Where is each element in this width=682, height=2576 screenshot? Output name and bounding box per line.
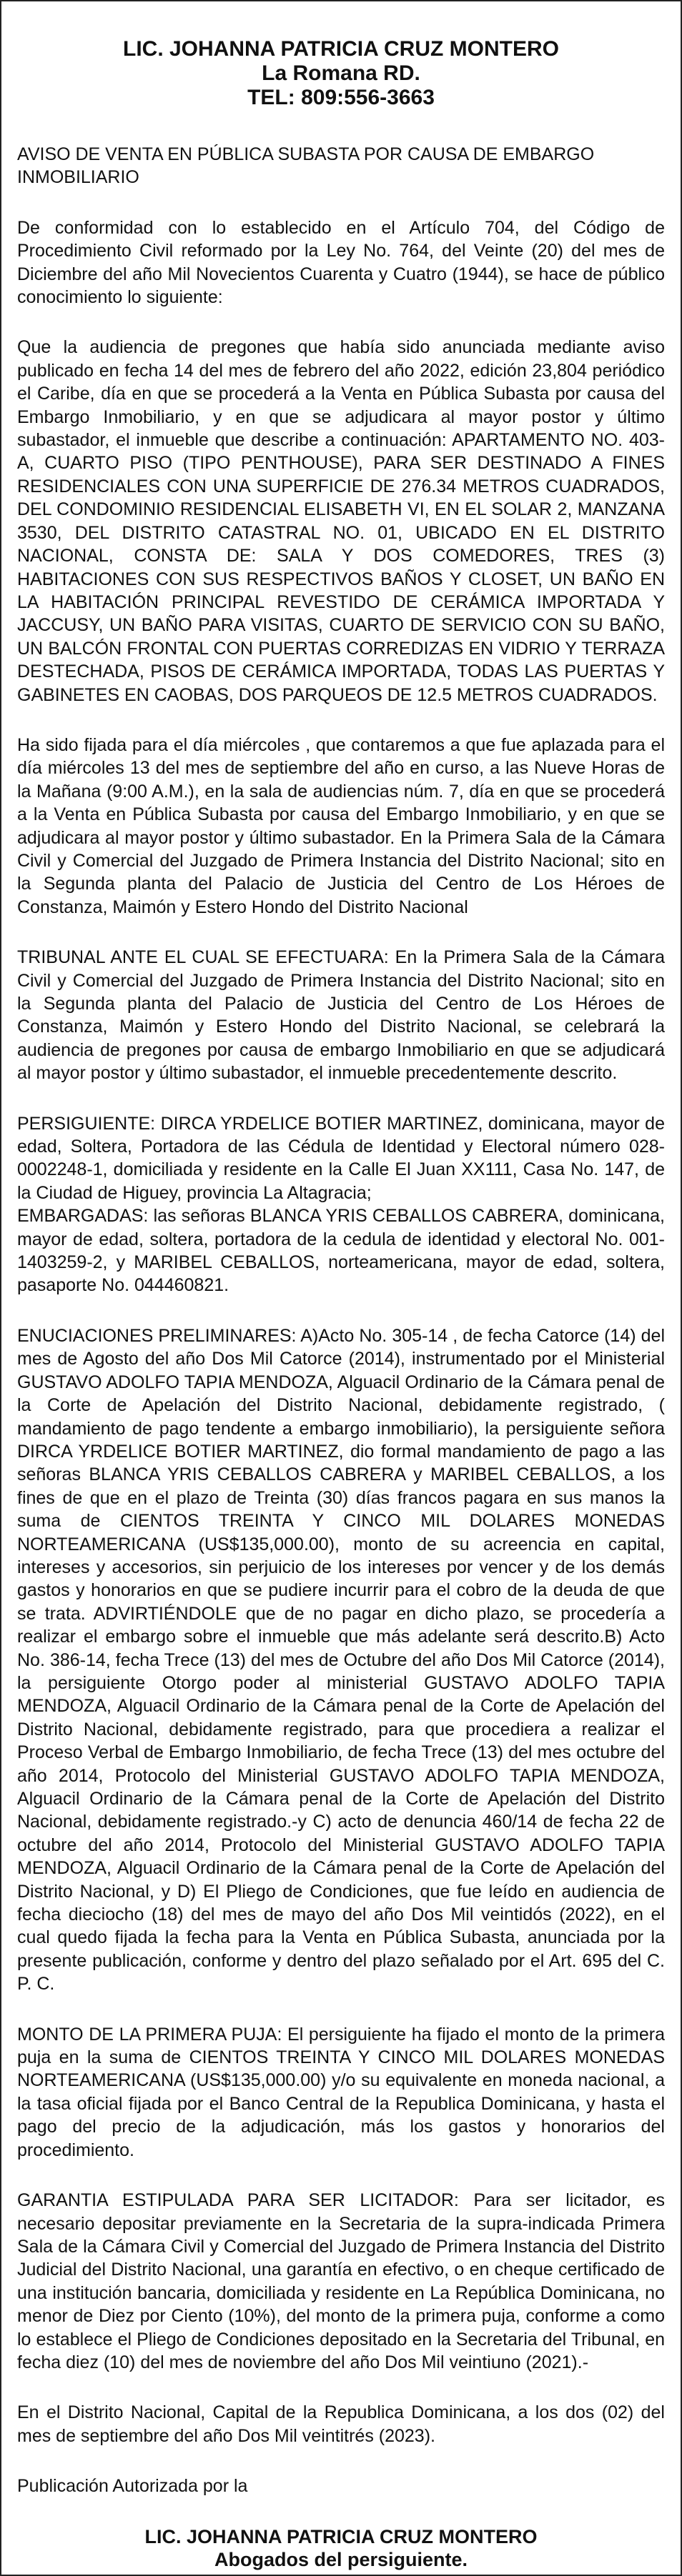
footer-role: Abogados del persiguiente. xyxy=(214,2548,468,2570)
auction-date-paragraph: Ha sido fijada para el día miércoles , que contaremos a que fue aplazada para el día miércoles 13 del mes de septiembre del año en curso, a las Nueve Horas de la Mañana (9:00 A.M.), en la sala de audiencias núm. 7, día en que se procederá a la Venta en Pública Subasta por causa del Embargo Inmobiliario, y en que se adjudicara al mayor postor y último subastador. En la Primera Sala de la Cámara Civil y Comercial del Juzgado de Primera Instancia del Distrito Nacional; sito en la Segunda planta del Palacio de Justicia del Centro de Los Héroes de Constanza, Maimón y Estero Hondo del Distrito Nacional xyxy=(17,734,665,917)
notice-title: AVISO DE VENTA EN PÚBLICA SUBASTA POR CAUSA DE EMBARGO INMOBILIARIO xyxy=(17,144,595,188)
authorization-line: Publicación Autorizada por la xyxy=(17,2476,248,2497)
lawyer-phone: TEL: 809:556-3663 xyxy=(247,86,435,109)
persiguiente-text: PERSIGUIENTE: DIRCA YRDELICE BOTIER MARTINEZ, dominicana, mayor de edad, Soltera, Portadora de las Cédula de Identidad y Electoral número 028-0002248-1, domiciliada y residente en la Calle El Juan XX111, Casa No. 147, de la Ciudad de Higuey, provincia La Altagracia; xyxy=(17,1113,665,1203)
closing-paragraph: En el Distrito Nacional, Capital de la Republica Dominicana, a los dos (02) del mes de septiembre del año Dos Mil veintitrés (2023). xyxy=(17,2402,665,2446)
tribunal-paragraph: TRIBUNAL ANTE EL CUAL SE EFECTUARA: En la Primera Sala de la Cámara Civil y Comercial del Juzgado de Primera Instancia del Distrito Nacional; sito en la Segunda planta del Palacio de Justicia del Centro de Los Héroes de Constanza, Maimón y Estero Hondo del Distrito Nacional, se celebrará la audiencia de pregones por causa de embargo Inmobiliario en que se adjudicará al mayor postor y último subastador, el inmueble precedentemente descrito. xyxy=(17,947,665,1084)
footer-lawyer-name: LIC. JOHANNA PATRICIA CRUZ MONTERO xyxy=(144,2525,538,2547)
lawyer-name: LIC. JOHANNA PATRICIA CRUZ MONTERO xyxy=(123,37,559,61)
parties-paragraph xyxy=(17,1112,665,1297)
enunciaciones-paragraph: ENUCIACIONES PRELIMINARES: A)Acto No. 305-14 , de fecha Catorce (14) del mes de Agosto del año Dos Mil Catorce (2014), instrumentado por el Ministerial GUSTAVO ADOLFO TAPIA MENDOZA, Alguacil Ordinario de la Cámara penal de la Corte de Apelación del Distrito Nacional, debidamente registrado, ( mandamiento de pago tendente a embargo inmobiliario), la persiguiente señora DIRCA YRDELICE BOTIER MARTINEZ, dio formal mandamiento de pago a las señoras BLANCA YRIS CEBALLOS CABRERA y MARIBEL CEBALLOS, a los fines de que en el plazo de Treinta (30) días francos pagara en sus manos la suma de CIENTOS TREINTA Y CINCO MIL DOLARES MONEDAS NORTEAMERICANA (US$135,000.00), monto de su acreencia en capital, intereses y accesorios, sin perjuicio de los intereses por vencer y de los demás gastos y honorarios en que se pudiere incurrir para el cobro de la deuda de que se trata. ADVIRTIÉNDOLE que de no pagar en dicho plazo, se procedería a realizar el embargo sobre el inmueble que más adelante será descrito.B) Acto No. 386-14, fecha Trece (13) del mes de Octubre del año Dos Mil Catorce (2014), la persiguiente Otorgo poder al ministerial GUSTAVO ADOLFO TAPIA MENDOZA, Alguacil Ordinario de la Cámara penal de la Corte de Apelación del Distrito Nacional, debidamente registrado, para que procediera a realizar el Proceso Verbal de Embargo Inmobiliario, de fecha Trece (13) del mes octubre del año 2014, Protocolo del Ministerial GUSTAVO ADOLFO TAPIA MENDOZA, Alguacil Ordinario de la Cámara penal de la Corte de Apelación del Distrito Nacional, debidamente registrado.-y C) acto de denuncia 460/14 de fecha 22 de octubre del año 2014, Protocolo del Ministerial GUSTAVO ADOLFO TAPIA MENDOZA, Alguacil Ordinario de la Cámara penal de la Corte de Apelación del Distrito Nacional, y D) El Pliego de Condiciones, que fue leído en audiencia de fecha dieciocho (18) del mes de mayo del año Dos Mil veintidós (2022), en el cual quedo fijada la fecha para la Venta en Pública Subasta, anunciada por la presente publicación, conforme y dentro del plazo señalado por el Art. 695 del C. P. C. xyxy=(17,1325,665,1995)
garantia-paragraph: GARANTIA ESTIPULADA PARA SER LICITADOR: Para ser licitador, es necesario depositar previamente en la Secretaria de la supra-indicada Primera Sala de la Cámara Civil y Comercial del Juzgado de Primera Instancia del Distrito Judicial del Distrito Nacional, una garantía en efectivo, o en cheque certificado de una institución bancaria, domiciliada y residente en La República Dominicana, no menor de Diez por Ciento (10%), del monto de la primera puja, conforme a como lo establece el Pliego de Condiciones depositado en la Secretaria del Tribunal, en fecha diez (10) del mes de noviembre del año Dos Mil veintiuno (2021).- xyxy=(17,2190,665,2372)
intro-paragraph: De conformidad con lo establecido en el Artículo 704, del Código de Procedimiento Civil reformado por la Ley No. 764, del Veinte (20) del mes de Diciembre del año Mil Novecientos Cuarenta y Cuatro (1944), se hace de público conocimiento lo siguiente: xyxy=(17,217,665,308)
lawyer-city: La Romana RD. xyxy=(262,61,420,85)
monto-paragraph: MONTO DE LA PRIMERA PUJA: El persiguiente ha fijado el monto de la primera puja en la suma de CIENTOS TREINTA Y CINCO MIL DOLARES MONEDAS NORTEAMERICANA (US$135,000.00) y/o su equivalente en moneda nacional, a la tasa oficial fijada por el Banco Central de la Republica Dominicana, y hasta el pago del precio de la adjudicación, más los gastos y honorarios del procedimiento. xyxy=(17,2024,665,2160)
property-description: Que la audiencia de pregones que había sido anunciada mediante aviso publicado en fecha 14 del mes de febrero del año 2022, edición 23,804 periódico el Caribe, día en que se procederá a la Venta en Pública Subasta por causa del Embargo Inmobiliario, y en que se adjudicara al mayor postor y último subastador, el inmueble que describe a continuación: APARTAMENTO NO. 403-A, CUARTO PISO (TIPO PENTHOUSE), PARA SER DESTINADO A FINES RESIDENCIALES CON UNA SUPERFICIE DE 276.34 METROS CUADRADOS, DEL CONDOMINIO RESIDENCIAL ELISABETH VI, EN EL SOLAR 2, MANZANA 3530, DEL DISTRITO CATASTRAL NO. 01, UBICADO EN EL DISTRITO NACIONAL, CONSTA DE: SALA Y DOS COMEDORES, TRES (3) HABITACIONES CON SUS RESPECTIVOS BAÑOS Y CLOSET, UN BAÑO EN LA HABITACIÓN PRINCIPAL REVESTIDO DE CERÁMICA IMPORTADA Y JACCUSY, UN BAÑO PARA VISITAS, CUARTO DE SERVICIO CON SU BAÑO, UN BALCÓN FRONTAL CON PUERTAS CORREDIZAS EN VIDRIO Y TERRAZA DESTECHADA, PISOS DE CERÁMICA IMPORTADA, TODAS LAS PUERTAS Y GABINETES EN CAOBAS, DOS PARQUEOS DE 12.5 METROS CUADRADOS. xyxy=(17,337,665,705)
notice-header xyxy=(17,37,665,110)
notice-footer xyxy=(17,2525,665,2571)
embargadas-text: EMBARGADAS: las señoras BLANCA YRIS CEBALLOS CABRERA, dominicana, mayor de edad, soltera, portadora de la cedula de identidad y electoral No. 001-1403259-2, y MARIBEL CEBALLOS, norteamericana, mayor de edad, soltera, pasaporte No. 044460821. xyxy=(17,1206,665,1296)
